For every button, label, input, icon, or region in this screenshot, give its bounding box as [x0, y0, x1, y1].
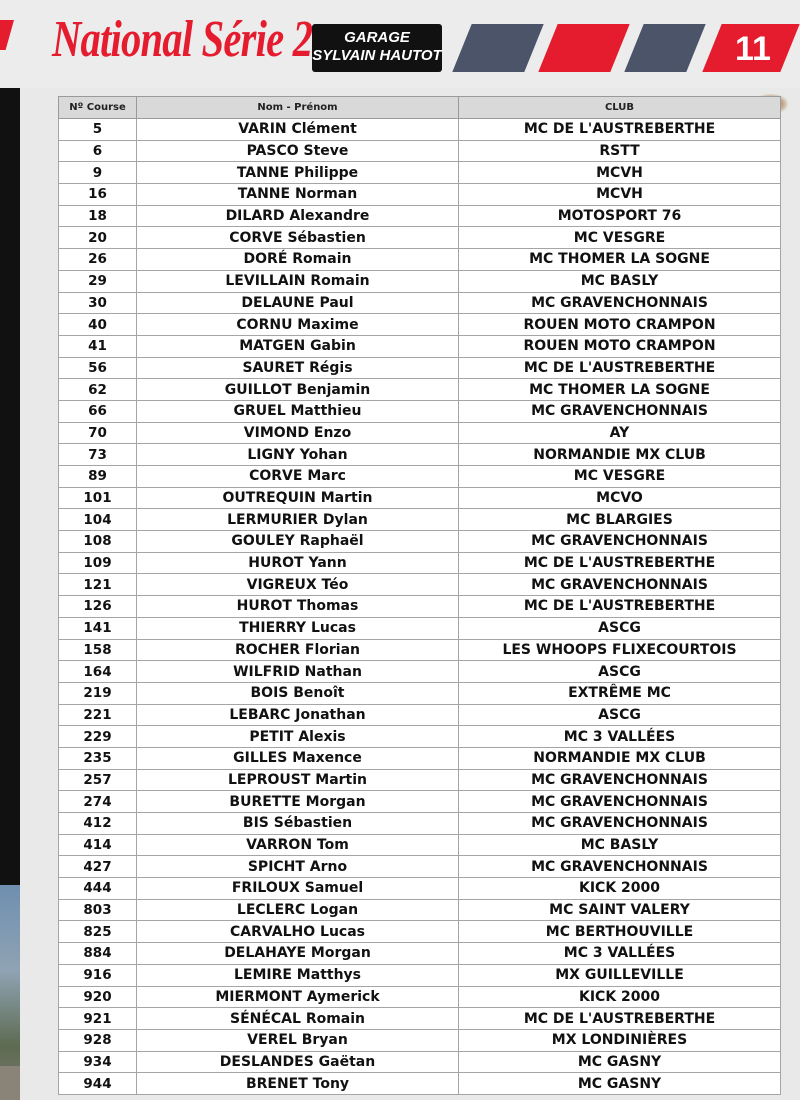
- riders-table: [58, 96, 781, 1095]
- table-row: [59, 791, 781, 813]
- rider-club: MC BASLY: [459, 270, 781, 292]
- rider-club: MC 3 VALLÉES: [459, 943, 781, 965]
- rider-number: 219: [59, 682, 137, 704]
- table-row: [59, 379, 781, 401]
- rider-number: 5: [59, 119, 137, 141]
- rider-name: LEPROUST Martin: [137, 769, 459, 791]
- rider-number: 164: [59, 661, 137, 683]
- page-title: National Série 2: [52, 11, 313, 68]
- rider-name: VIGREUX Téo: [137, 574, 459, 596]
- rider-name: GILLES Maxence: [137, 747, 459, 769]
- rider-club: KICK 2000: [459, 986, 781, 1008]
- rider-club: MX LONDINIÈRES: [459, 1029, 781, 1051]
- sponsor-line-2: SYLVAIN HAUTOT: [312, 47, 442, 64]
- left-page-edge: [0, 88, 20, 1100]
- rider-name: OUTREQUIN Martin: [137, 487, 459, 509]
- table-header-row: [59, 97, 781, 119]
- rider-number: 257: [59, 769, 137, 791]
- rider-name: LIGNY Yohan: [137, 444, 459, 466]
- rider-name: VEREL Bryan: [137, 1029, 459, 1051]
- rider-number: 40: [59, 314, 137, 336]
- table-row: [59, 1029, 781, 1051]
- rider-name: THIERRY Lucas: [137, 617, 459, 639]
- rider-number: 109: [59, 552, 137, 574]
- rider-name: HUROT Yann: [137, 552, 459, 574]
- table-row: [59, 162, 781, 184]
- rider-club: MX GUILLEVILLE: [459, 964, 781, 986]
- sponsor-badge: [312, 24, 442, 72]
- rider-club: MC GASNY: [459, 1073, 781, 1095]
- rider-number: 229: [59, 726, 137, 748]
- table-row: [59, 119, 781, 141]
- table-row: [59, 682, 781, 704]
- table-row: [59, 422, 781, 444]
- table-row: [59, 466, 781, 488]
- rider-name: CORVE Marc: [137, 466, 459, 488]
- rider-number: 126: [59, 596, 137, 618]
- rider-name: DELAUNE Paul: [137, 292, 459, 314]
- rider-number: 934: [59, 1051, 137, 1073]
- rider-name: SAURET Régis: [137, 357, 459, 379]
- table-row: [59, 856, 781, 878]
- table-row: [59, 747, 781, 769]
- rider-name: BRENET Tony: [137, 1073, 459, 1095]
- table-row: [59, 639, 781, 661]
- table-row: [59, 813, 781, 835]
- rider-number: 444: [59, 878, 137, 900]
- table-row: [59, 400, 781, 422]
- rider-name: VARIN Clément: [137, 119, 459, 141]
- rider-number: 108: [59, 531, 137, 553]
- rider-number: 916: [59, 964, 137, 986]
- rider-number: 41: [59, 335, 137, 357]
- rider-number: 30: [59, 292, 137, 314]
- rider-club: ROUEN MOTO CRAMPON: [459, 335, 781, 357]
- rider-name: DORÉ Romain: [137, 249, 459, 271]
- rider-number: 29: [59, 270, 137, 292]
- table-row: [59, 509, 781, 531]
- rider-number: 427: [59, 856, 137, 878]
- rider-club: MC DE L'AUSTREBERTHE: [459, 596, 781, 618]
- table-row: [59, 986, 781, 1008]
- rider-club: ASCG: [459, 704, 781, 726]
- rider-name: DESLANDES Gaëtan: [137, 1051, 459, 1073]
- column-header-club: CLUB: [459, 97, 781, 119]
- table-row: [59, 314, 781, 336]
- rider-number: 884: [59, 943, 137, 965]
- rider-number: 62: [59, 379, 137, 401]
- rider-name: LEMIRE Matthys: [137, 964, 459, 986]
- rider-club: MC DE L'AUSTREBERTHE: [459, 119, 781, 141]
- rider-club: MC BERTHOUVILLE: [459, 921, 781, 943]
- rider-club: MC GRAVENCHONNAIS: [459, 813, 781, 835]
- rider-name: BOIS Benoît: [137, 682, 459, 704]
- rider-club: MC GRAVENCHONNAIS: [459, 791, 781, 813]
- table-row: [59, 726, 781, 748]
- table-row: [59, 335, 781, 357]
- rider-name: BURETTE Morgan: [137, 791, 459, 813]
- rider-number: 104: [59, 509, 137, 531]
- rider-name: SPICHT Arno: [137, 856, 459, 878]
- rider-name: CORNU Maxime: [137, 314, 459, 336]
- rider-name: LEBARC Jonathan: [137, 704, 459, 726]
- rider-number: 944: [59, 1073, 137, 1095]
- rider-club: MC VESGRE: [459, 466, 781, 488]
- rider-number: 70: [59, 422, 137, 444]
- rider-name: HUROT Thomas: [137, 596, 459, 618]
- table-row: [59, 444, 781, 466]
- rider-name: FRILOUX Samuel: [137, 878, 459, 900]
- rider-club: LES WHOOPS FLIXECOURTOIS: [459, 639, 781, 661]
- rider-number: 412: [59, 813, 137, 835]
- table-row: [59, 964, 781, 986]
- rider-number: 274: [59, 791, 137, 813]
- rider-club: MOTOSPORT 76: [459, 205, 781, 227]
- rider-club: ASCG: [459, 617, 781, 639]
- rider-number: 121: [59, 574, 137, 596]
- rider-number: 101: [59, 487, 137, 509]
- rider-club: MC GASNY: [459, 1051, 781, 1073]
- rider-club: MC GRAVENCHONNAIS: [459, 769, 781, 791]
- table-row: [59, 292, 781, 314]
- rider-name: MIERMONT Aymerick: [137, 986, 459, 1008]
- rider-club: RSTT: [459, 140, 781, 162]
- table-row: [59, 878, 781, 900]
- table-row: [59, 834, 781, 856]
- rider-club: MC GRAVENCHONNAIS: [459, 856, 781, 878]
- table-row: [59, 227, 781, 249]
- rider-name: MATGEN Gabin: [137, 335, 459, 357]
- rider-name: GUILLOT Benjamin: [137, 379, 459, 401]
- rider-number: 141: [59, 617, 137, 639]
- rider-number: 73: [59, 444, 137, 466]
- rider-club: MCVO: [459, 487, 781, 509]
- table-row: [59, 596, 781, 618]
- corner-accent: [0, 20, 14, 50]
- table-row: [59, 184, 781, 206]
- table-row: [59, 921, 781, 943]
- table-row: [59, 357, 781, 379]
- rider-number: 20: [59, 227, 137, 249]
- rider-club: ROUEN MOTO CRAMPON: [459, 314, 781, 336]
- rider-number: 414: [59, 834, 137, 856]
- rider-club: MC VESGRE: [459, 227, 781, 249]
- entry-list: [58, 96, 780, 1095]
- rider-name: GOULEY Raphaël: [137, 531, 459, 553]
- rider-name: BIS Sébastien: [137, 813, 459, 835]
- column-header-number: Nº Course: [59, 97, 137, 119]
- header-stripe: [452, 24, 543, 72]
- rider-name: WILFRID Nathan: [137, 661, 459, 683]
- header-stripe: [624, 24, 705, 72]
- table-row: [59, 943, 781, 965]
- rider-name: GRUEL Matthieu: [137, 400, 459, 422]
- rider-number: 235: [59, 747, 137, 769]
- rider-number: 18: [59, 205, 137, 227]
- table-row: [59, 140, 781, 162]
- rider-number: 89: [59, 466, 137, 488]
- table-row: [59, 1008, 781, 1030]
- rider-name: SÉNÉCAL Romain: [137, 1008, 459, 1030]
- table-row: [59, 270, 781, 292]
- rider-club: MC THOMER LA SOGNE: [459, 249, 781, 271]
- table-row: [59, 487, 781, 509]
- table-row: [59, 552, 781, 574]
- rider-name: LECLERC Logan: [137, 899, 459, 921]
- table-row: [59, 249, 781, 271]
- rider-number: 56: [59, 357, 137, 379]
- table-row: [59, 661, 781, 683]
- rider-name: PASCO Steve: [137, 140, 459, 162]
- rider-club: MC GRAVENCHONNAIS: [459, 400, 781, 422]
- rider-number: 9: [59, 162, 137, 184]
- rider-name: CORVE Sébastien: [137, 227, 459, 249]
- rider-club: MC DE L'AUSTREBERTHE: [459, 552, 781, 574]
- rider-club: MC THOMER LA SOGNE: [459, 379, 781, 401]
- rider-number: 921: [59, 1008, 137, 1030]
- table-body: [59, 119, 781, 1095]
- rider-number: 920: [59, 986, 137, 1008]
- rider-number: 803: [59, 899, 137, 921]
- table-row: [59, 574, 781, 596]
- rider-club: MCVH: [459, 162, 781, 184]
- table-row: [59, 205, 781, 227]
- rider-number: 825: [59, 921, 137, 943]
- rider-club: MC GRAVENCHONNAIS: [459, 574, 781, 596]
- rider-club: MC DE L'AUSTREBERTHE: [459, 357, 781, 379]
- table-row: [59, 1051, 781, 1073]
- rider-name: CARVALHO Lucas: [137, 921, 459, 943]
- rider-number: 221: [59, 704, 137, 726]
- rider-club: NORMANDIE MX CLUB: [459, 747, 781, 769]
- rider-name: ROCHER Florian: [137, 639, 459, 661]
- rider-number: 16: [59, 184, 137, 206]
- sponsor-line-1: GARAGE: [344, 29, 410, 46]
- rider-club: MC GRAVENCHONNAIS: [459, 531, 781, 553]
- table-row: [59, 617, 781, 639]
- table-row: [59, 769, 781, 791]
- table-row: [59, 704, 781, 726]
- rider-number: 66: [59, 400, 137, 422]
- rider-club: KICK 2000: [459, 878, 781, 900]
- rider-club: MC 3 VALLÉES: [459, 726, 781, 748]
- rider-number: 6: [59, 140, 137, 162]
- rider-number: 158: [59, 639, 137, 661]
- rider-name: VARRON Tom: [137, 834, 459, 856]
- rider-number: 928: [59, 1029, 137, 1051]
- page-number: 11: [735, 30, 771, 68]
- rider-club: ASCG: [459, 661, 781, 683]
- table-row: [59, 531, 781, 553]
- rider-number: 26: [59, 249, 137, 271]
- rider-name: VIMOND Enzo: [137, 422, 459, 444]
- rider-club: MCVH: [459, 184, 781, 206]
- rider-name: DILARD Alexandre: [137, 205, 459, 227]
- table-row: [59, 899, 781, 921]
- rider-name: PETIT Alexis: [137, 726, 459, 748]
- rider-name: LERMURIER Dylan: [137, 509, 459, 531]
- column-header-name: Nom - Prénom: [137, 97, 459, 119]
- rider-club: MC BASLY: [459, 834, 781, 856]
- rider-club: AY: [459, 422, 781, 444]
- rider-name: DELAHAYE Morgan: [137, 943, 459, 965]
- rider-club: MC BLARGIES: [459, 509, 781, 531]
- rider-name: LEVILLAIN Romain: [137, 270, 459, 292]
- header-stripe: [538, 24, 629, 72]
- rider-club: EXTRÊME MC: [459, 682, 781, 704]
- rider-club: MC DE L'AUSTREBERTHE: [459, 1008, 781, 1030]
- rider-name: TANNE Norman: [137, 184, 459, 206]
- rider-name: TANNE Philippe: [137, 162, 459, 184]
- rider-club: MC GRAVENCHONNAIS: [459, 292, 781, 314]
- rider-club: MC SAINT VALERY: [459, 899, 781, 921]
- edge-photo: [0, 885, 20, 1100]
- page-header: [0, 0, 800, 88]
- rider-club: NORMANDIE MX CLUB: [459, 444, 781, 466]
- table-row: [59, 1073, 781, 1095]
